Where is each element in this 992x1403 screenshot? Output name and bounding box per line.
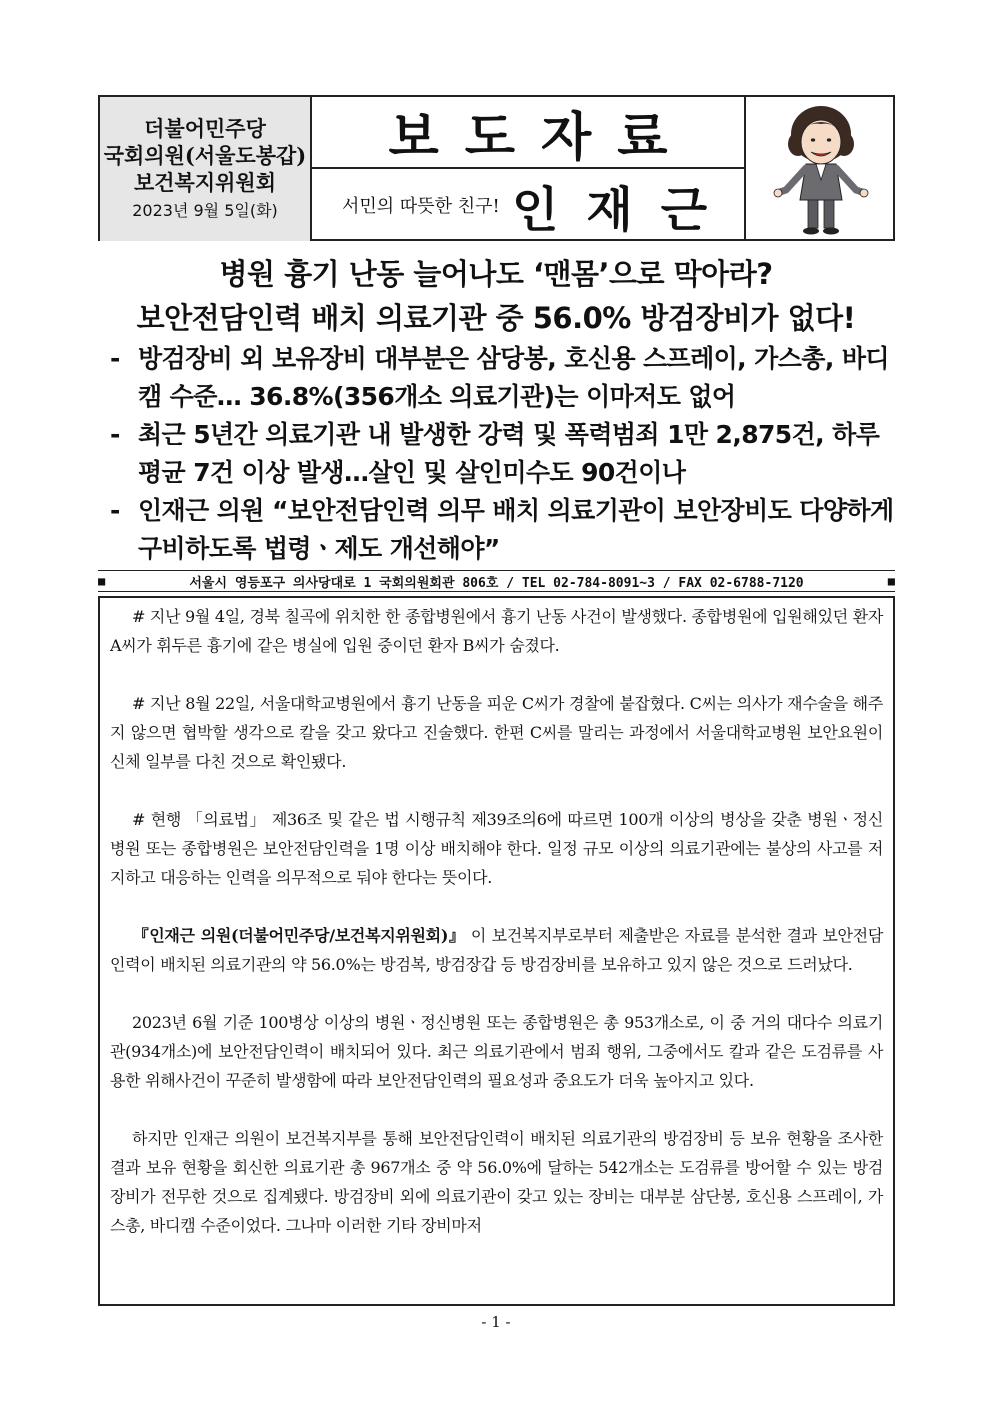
address-text: 서울시 영등포구 의사당대로 1 국회의원회관 806호 / TEL 02-784-8091~3 / FAX 02-6788-7120 xyxy=(189,575,804,591)
headline-line-1: 병원 흉기 난동 늘어나도 ‘맨몸’으로 막아라? xyxy=(219,257,773,291)
sub-headline-3 xyxy=(110,492,900,568)
subtitle-row xyxy=(312,169,746,241)
paragraph-5: 2023년 6월 기준 100병상 이상의 병원ㆍ정신병원 또는 종합병원은 총 953개소로, 이 중 거의 대다수 의료기관(934개소)에 보안전담인력이 배치되어 있다. 최근 의료기관에서 범죄 행위, 그중에서도 칼과 같은 도검류를 사용한 위해사건이 꾸준히 발생함에 따라 보안전담인력의 필요성과 중요도가 더욱 높아지고 있다. xyxy=(110,1013,883,1090)
org-committee: 보건복지위원회 xyxy=(133,169,276,195)
bullet-dash: - xyxy=(110,420,120,449)
sub-headline-2 xyxy=(110,416,900,492)
member-name: 인재근 xyxy=(512,181,736,238)
paragraph-6: 하지만 인재근 의원이 보건복지부를 통해 보안전담인력이 배치된 의료기관의 방검장비 등 보유 현황을 조사한 결과 보유 현황을 회신한 의료기관 총 967개소 중 약 56.0%에 달하는 542개소는 도검류를 방어할 수 있는 방검장비가 전무한 것으로 집계됐다. 방검장비 외에 의료기관이 갖고 있는 장비는 대부분 삼단봉, 호신용 스프레이, 가스총, 바디캠 수준이었다. 그나마 이러한 기타 장비마저 xyxy=(110,1129,883,1235)
org-party: 더불어민주당 xyxy=(144,115,266,141)
paragraph-3: # 현행 「의료법」 제36조 및 같은 법 시행규칙 제39조의6에 따르면 100개 이상의 병상을 갖춘 병원ㆍ정신병원 또는 종합병원은 보안전담인력을 1명 이상 배치해야 한다. 일정 규모 이상의 의료기관에는 불상의 사고를 저지하고 대응하는 인력을 의무적으로 둬야 한다는 뜻이다. xyxy=(110,810,883,887)
organization-block xyxy=(100,97,312,241)
member-bold-name: 『인재근 의원(더불어민주당/보건복지위원회)』 xyxy=(132,926,466,945)
sub-headline-text: 최근 5년간 의료기관 내 발생한 강력 및 폭력범죄 1만 2,875건, 하루 평균 7건 이상 발생…살인 및 살인미수도 90건이나 xyxy=(138,420,880,487)
sub-headline-text: 인재근 의원 “보안전담인력 의무 배치 의료기관이 보안장비도 다양하게 구비하도록 법령ㆍ제도 개선해야” xyxy=(138,496,894,563)
page-number: - 1 - xyxy=(481,1313,511,1331)
bullet-dash: - xyxy=(110,344,120,373)
paragraph-2: # 지난 8월 22일, 서울대학교병원에서 흉기 난동을 피운 C씨가 경찰에 붙잡혔다. C씨는 의사가 재수술을 해주지 않으면 협박할 생각으로 칼을 갖고 왔다고 진술했다. 한편 C씨를 말리는 과정에서 서울대학교병원 보안요원이 신체 일부를 다친 것으로 확인됐다. xyxy=(110,694,883,771)
sub-headline-text: 방검장비 외 보유장비 대부분은 삼당봉, 호신용 스프레이, 가스총, 바디캠 수준… 36.8%(356개소 의료기관)는 이마저도 없어 xyxy=(138,344,889,411)
bullet-dash: - xyxy=(110,496,120,525)
paragraph-1: # 지난 9월 4일, 경북 칠곡에 위치한 한 종합병원에서 흉기 난동 사건이 발생했다. 종합병원에 입원해있던 환자 A씨가 휘두른 흉기에 같은 병실에 입원 중이던 환자 B씨가 숨졌다. xyxy=(110,607,883,655)
press-release-title: 보도자료 xyxy=(312,97,746,169)
contact-address-bar xyxy=(98,570,895,592)
paragraph-4: 『인재근 의원(더불어민주당/보건복지위원회)』 이 보건복지부로부터 제출받은 자료를 분석한 결과 보안전담인력이 배치된 의료기관의 약 56.0%는 방검복, 방검장갑 등 방검장비를 보유하고 있지 않은 것으로 드러났다. xyxy=(110,926,883,974)
square-marker-right: ■ xyxy=(887,574,895,588)
caricature-icon xyxy=(766,100,876,238)
article-body xyxy=(98,596,895,1306)
square-marker-left: ■ xyxy=(98,574,106,588)
press-header xyxy=(98,95,895,241)
slogan: 서민의 따뜻한 친구! xyxy=(342,196,500,217)
headline-line-2: 보안전담인력 배치 의료기관 중 56.0% 방검장비가 없다! xyxy=(136,301,856,335)
org-member: 국회의원(서울도봉갑) xyxy=(103,142,307,168)
sub-headline-1 xyxy=(110,340,900,416)
release-date: 2023년 9월 5일(화) xyxy=(132,200,278,220)
caricature-portrait xyxy=(746,97,895,241)
